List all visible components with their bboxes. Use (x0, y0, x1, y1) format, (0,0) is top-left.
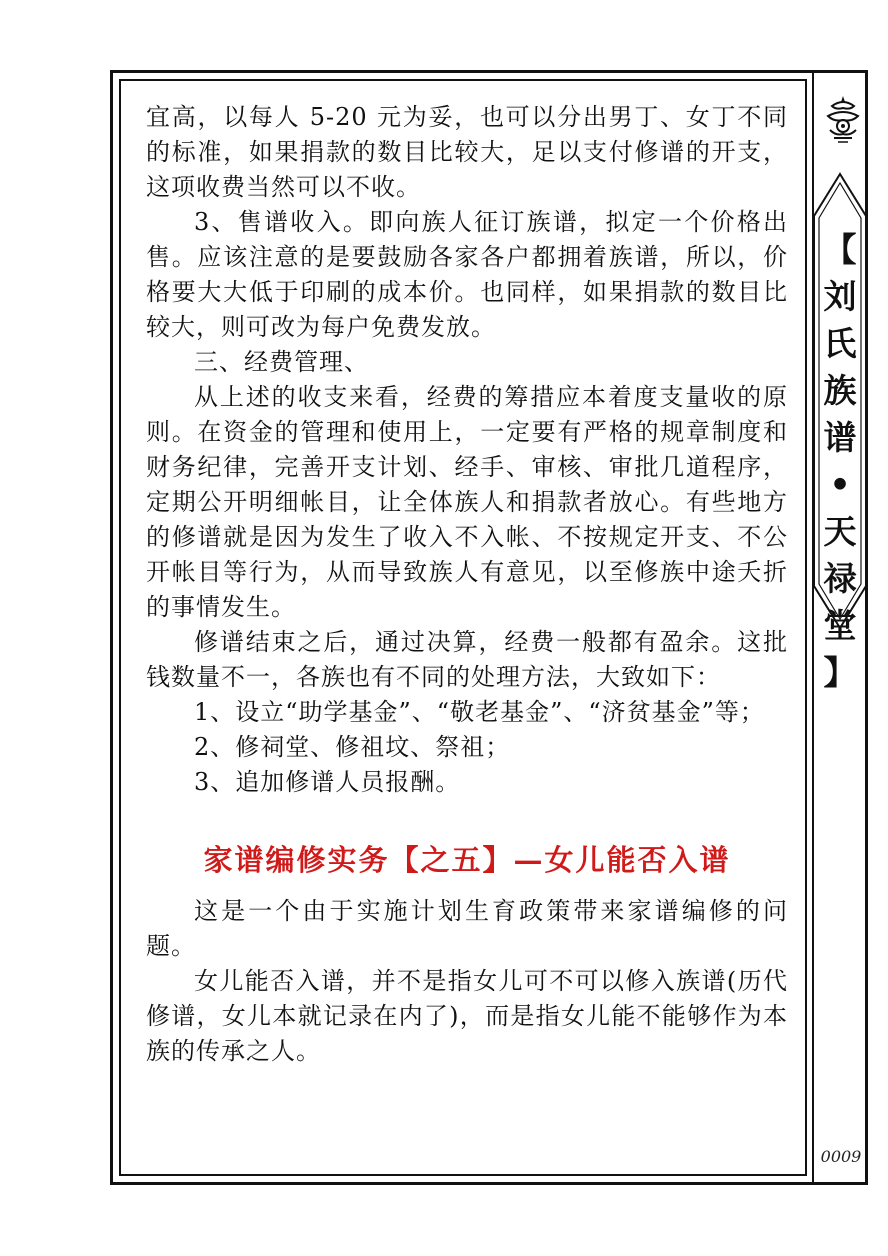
paragraph-3: 三、经费管理、 (194, 348, 369, 376)
spine-char: 族 (823, 371, 857, 410)
paragraph-7: 2、修祠堂、修祖坟、祭祖； (194, 733, 511, 761)
paragraph-1: 宜高，以每人 5-20 元为妥，也可以分出男丁、女丁不同的标准，如果捐款的数目比较大，足以支付修谱的开支，这项收费当然可以不收。 (146, 103, 788, 201)
spine-char: 【 (823, 230, 857, 269)
paragraph-6: 1、设立“助学基金”、“敬老基金”、“济贫基金”等； (194, 698, 765, 726)
page-number: 0009 (820, 1147, 862, 1166)
spine-char: 谱 (823, 418, 857, 457)
body-text (146, 100, 788, 1069)
spine-char: 天 (823, 512, 857, 551)
spine-title (812, 170, 868, 692)
paragraph-8: 3、追加修谱人员报酬。 (194, 768, 461, 796)
section-paragraph-1: 这是一个由于实施计划生育政策带来家谱编修的问题。 (146, 897, 788, 960)
paragraph-5: 修谱结束之后，通过决算，经费一般都有盈余。这批钱数量不一，各族也有不同的处理方法，大致如下： (146, 628, 788, 691)
section-heading: 家谱编修实务【之五】—女儿能否入谱 (203, 843, 731, 877)
paragraph-2: 3、售谱收入。即向族人征订族谱，拟定一个价格出售。应该注意的是要鼓励各家各户都拥着族谱，所以，价格要大大低于印刷的成本价。也同样，如果捐款的数目比较大，则可改为每户免费发放。 (146, 208, 788, 341)
spine-char: 刘 (823, 277, 857, 316)
spine-char: 禄 (823, 559, 857, 598)
paragraph-4: 从上述的收支来看，经费的筹措应本着度支量收的原则。在资金的管理和使用上，一定要有严格的规章制度和财务纪律，完善开支计划、经手、审核、审批几道程序，定期公开明细帐目，让全体族人和捐款者放心。有些地方的修谱就是因为发生了收入不入帐、不按规定开支、不公开帐目等行为，从而导致族人有意见，以至修族中途夭折的事情发生。 (146, 383, 788, 621)
ornament-logo-icon (822, 92, 864, 144)
spine-char: 氏 (823, 324, 857, 363)
spine-title-text (812, 226, 868, 696)
section-paragraph-2: 女儿能否入谱，并不是指女儿可不可以修入族谱(历代修谱，女儿本就记录在内了)，而是指女儿能不能够作为本族的传承之人。 (146, 967, 788, 1065)
spine-char: • (829, 465, 851, 504)
spine-char: 堂 (823, 606, 857, 645)
spine-char: 】 (823, 653, 857, 692)
